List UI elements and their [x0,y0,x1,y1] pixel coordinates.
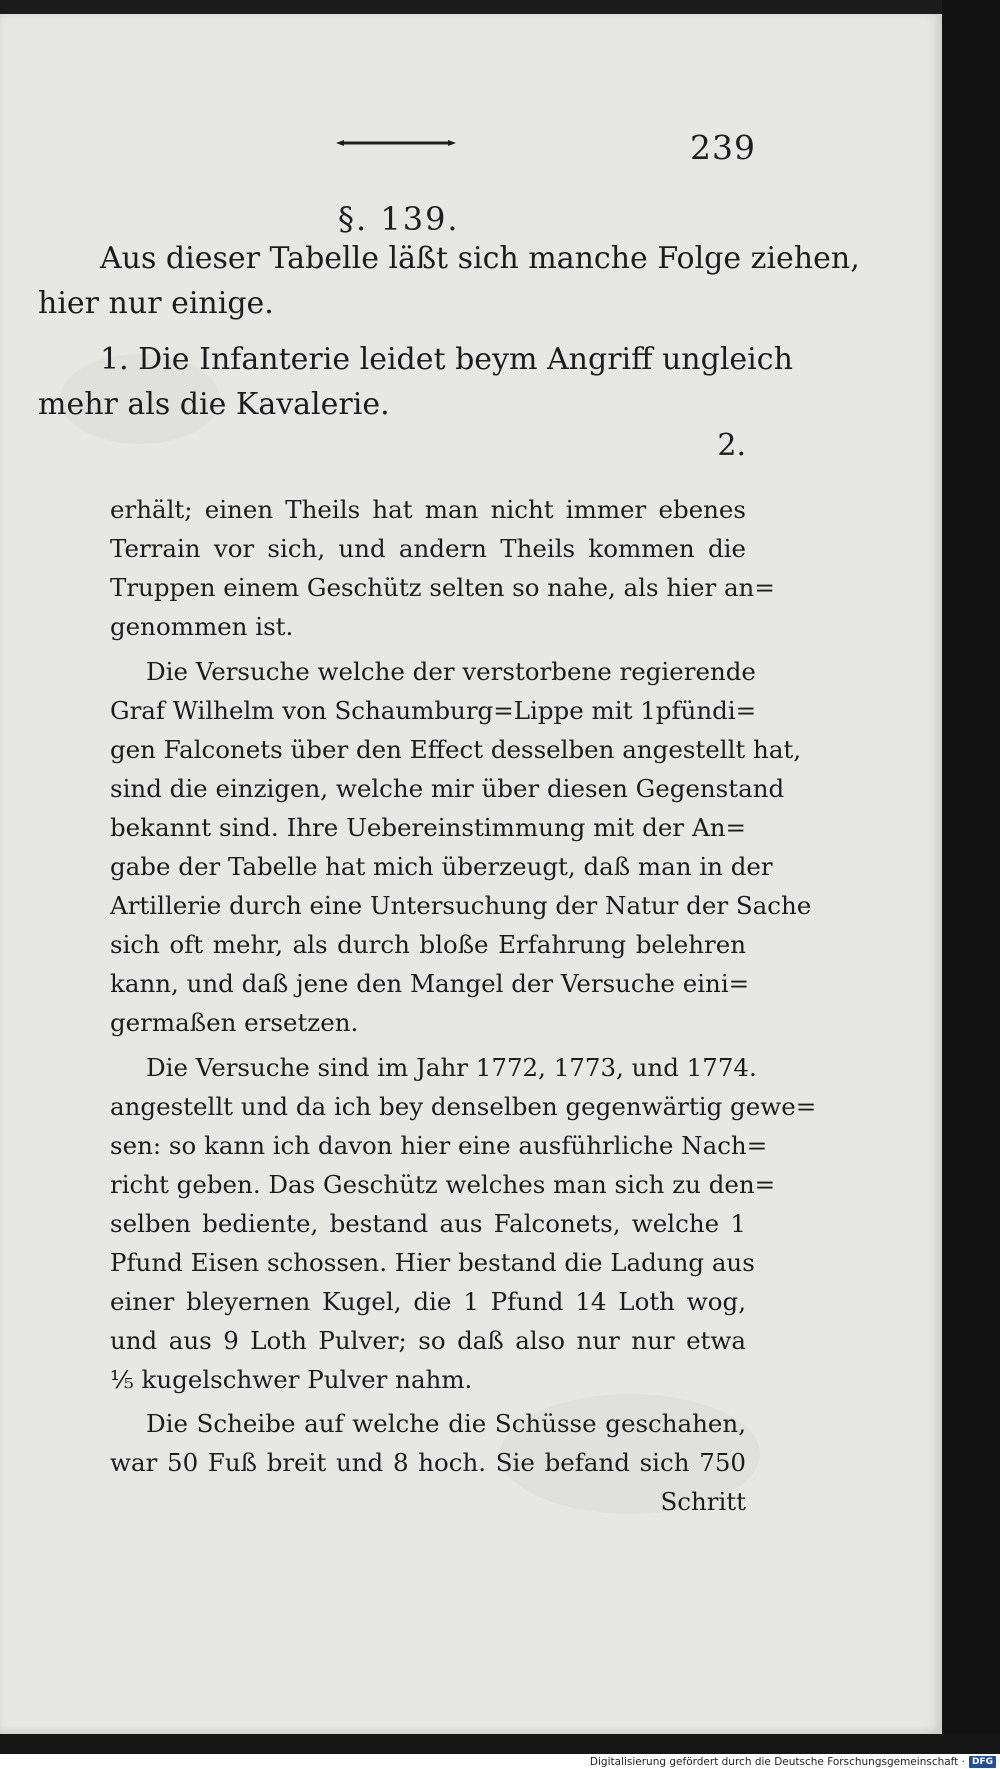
text-line: sen: so kann ich davon hier eine ausführliche Nach= [110,1131,768,1160]
text-line: erhält; einen Theils hat man nicht immer ebenes [110,495,746,524]
text-line: Graf Wilhelm von Schaumburg=Lippe mit 1pfündi= [110,696,757,725]
text-line: gen Falconets über den Effect desselben angestellt hat, [110,735,802,764]
text-line: hier nur einige. [38,286,274,321]
text-line: Terrain vor sich, und andern Theils kommen die [110,534,746,563]
text-line: genommen ist. [110,612,294,641]
text-line: angestellt und da ich bey denselben gegenwärtig gewe= [110,1092,817,1121]
scan-border-bottom [0,1734,1000,1756]
text-line: sich oft mehr, als durch bloße Erfahrung belehren [110,930,746,959]
text-line: und aus 9 Loth Pulver; so daß also nur nur etwa [110,1326,746,1355]
footer-credit-text: Digitalisierung gefördert durch die Deutsche Forschungsgemeinschaft · [589,1755,965,1768]
text-line: mehr als die Kavalerie. [38,387,390,422]
text-line: Artillerie durch eine Untersuchung der Natur der Sache [110,891,812,920]
text-line: richt geben. Das Geschütz welches man sich zu den= [110,1170,776,1199]
text-line: gabe der Tabelle hat mich überzeugt, daß man in der [110,852,773,881]
text-line: war 50 Fuß breit und 8 hoch. Sie befand sich 750 [110,1448,746,1477]
text-line: Die Scheibe auf welche die Schüsse geschahen, [146,1409,746,1438]
catchword: 2. [717,428,746,463]
text-line: bekannt sind. Ihre Uebereinstimmung mit der An= [110,813,746,842]
text-line: germaßen ersetzen. [110,1008,359,1037]
text-line: Truppen einem Geschütz selten so nahe, als hier an= [110,573,775,602]
text-line: Pfund Eisen schossen. Hier bestand die Ladung aus [110,1248,755,1277]
text-line: kann, und daß jene den Mangel der Versuche eini= [110,969,750,998]
book-page [0,14,942,1734]
dfg-logo: DFG [969,1756,996,1768]
text-line: Die Versuche sind im Jahr 1772, 1773, und 1774. [146,1053,757,1082]
text-line: Die Versuche welche der verstorbene regierende [146,657,756,686]
page-number: 239 [690,128,756,167]
catchword: Schritt [660,1487,746,1516]
text-line: selben bediente, bestand aus Falconets, welche 1 [110,1209,746,1238]
text-line: 1. Die Infanterie leidet beym Angriff ungleich [100,342,793,377]
scan-border-right [942,0,1000,1769]
text-line: sind die einzigen, welche mir über diesen Gegenstand [110,774,785,803]
text-line: einer bleyernen Kugel, die 1 Pfund 14 Loth wog, [110,1287,746,1316]
text-line: Aus dieser Tabelle läßt sich manche Folge ziehen, [100,241,860,276]
digitization-footer [0,1754,1000,1769]
text-line: ⅕ kugelschwer Pulver nahm. [110,1365,473,1394]
section-heading: §. 139. [338,200,460,238]
ornament-rule-icon [336,138,456,148]
